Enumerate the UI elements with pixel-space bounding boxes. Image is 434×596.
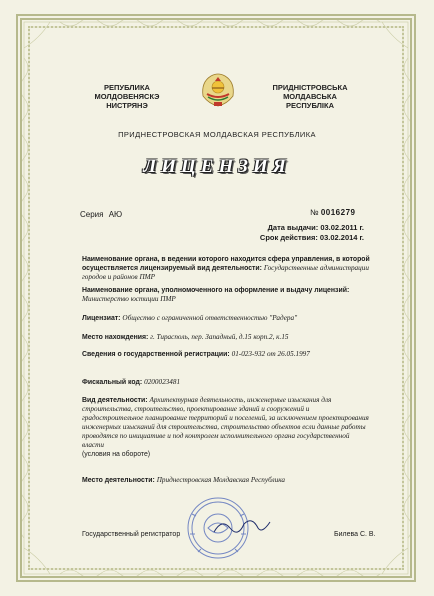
header-right-line-1: ПРИДНІСТРОВСЬКА [272,83,348,92]
fiscal-code-field [82,378,372,387]
valid-until-value: 03.02.2014 г. [319,233,364,242]
issuer-label: Наименование органа, уполномоченного на оформление и выдачу лицензий: [82,287,350,294]
location-value: г. Тирасполь, пер. Западный, д.15 корп.2, к.15 [150,333,289,341]
fiscal-value: 0200023481 [144,378,181,386]
valid-until-label: Срок действия: [259,233,318,242]
place-field [82,476,372,485]
registrar-name: Билева С. В. [334,531,376,538]
activity-field [82,396,372,459]
header-right-ukr [262,83,358,110]
location-label: Место нахождения: [82,334,149,341]
conditions-note: (условия на обороте) [82,451,151,458]
republic-name: ПРИДНЕСТРОВСКАЯ МОЛДАВСКАЯ РЕСПУБЛИКА [118,130,316,139]
series-value: АЮ [108,210,123,219]
fiscal-label: Фискальный код: [82,379,143,386]
registration-value: 01-023-932 от 26.05.1997 [231,350,310,358]
issuer-value: Министерство юстиции ПМР [82,295,176,303]
authority-value: Государственные администрации городов и районов ПМР [82,264,369,281]
number-label: № [310,208,319,217]
series-label: Серия [80,210,104,219]
activity-value: Архитектурная деятельность, инженерные изыскания для строительства, строительство, проектирование зданий и сооружений и градостроительное планирование территорий и поселений, за исключением проектирования инженерных изысканий для строительства, строительство объектов если данные работы проводятся по инициативе и под контролем исполнительного органа государственной власти [82,396,369,449]
registration-label: Сведения о государственной регистрации: [82,351,230,358]
location-field [82,333,372,342]
place-label: Место деятельности: [82,477,155,484]
state-emblem-icon [199,70,237,110]
header-left-line-1: РЕПУБЛИКА [104,83,150,92]
signature-icon [212,510,272,540]
valid-until-line [260,233,364,242]
header-right-line-2: МОЛДАВСЬКА [283,92,337,101]
authority-label: Наименование органа, в ведении которого находится сфера управления, в которой осуществляется лицензируемый вид деятельности: [82,256,370,272]
license-number-line [310,208,355,217]
header-left-line-3: НИСТРЯНЭ [106,101,148,110]
place-value: Приднестровская Молдавская Республика [156,476,286,484]
issue-date-label: Дата выдачи: [267,223,319,232]
activity-label: Вид деятельности: [82,397,148,404]
registration-field [82,350,372,359]
series-line [80,210,122,219]
licensee-value: Общество с ограниченной ответственностью "Радера" [122,314,298,322]
header-left-line-2: МОЛДОВЕНЯСКЭ [94,92,160,101]
header-left-mold [82,83,172,110]
document-title: ЛИЦЕНЗИЯ [143,156,291,177]
issue-date-value: 03.02.2011 г. [320,223,364,232]
registrar-label: Государственный регистратор [82,531,181,538]
license-number: 0016279 [320,208,356,217]
licensee-field [82,314,372,323]
issue-date-line [268,223,364,232]
authority-field [82,255,372,282]
issuer-field [82,286,372,304]
header-right-line-3: РЕСПУБЛІКА [285,101,335,110]
licensee-label: Лицензиат: [82,315,121,322]
